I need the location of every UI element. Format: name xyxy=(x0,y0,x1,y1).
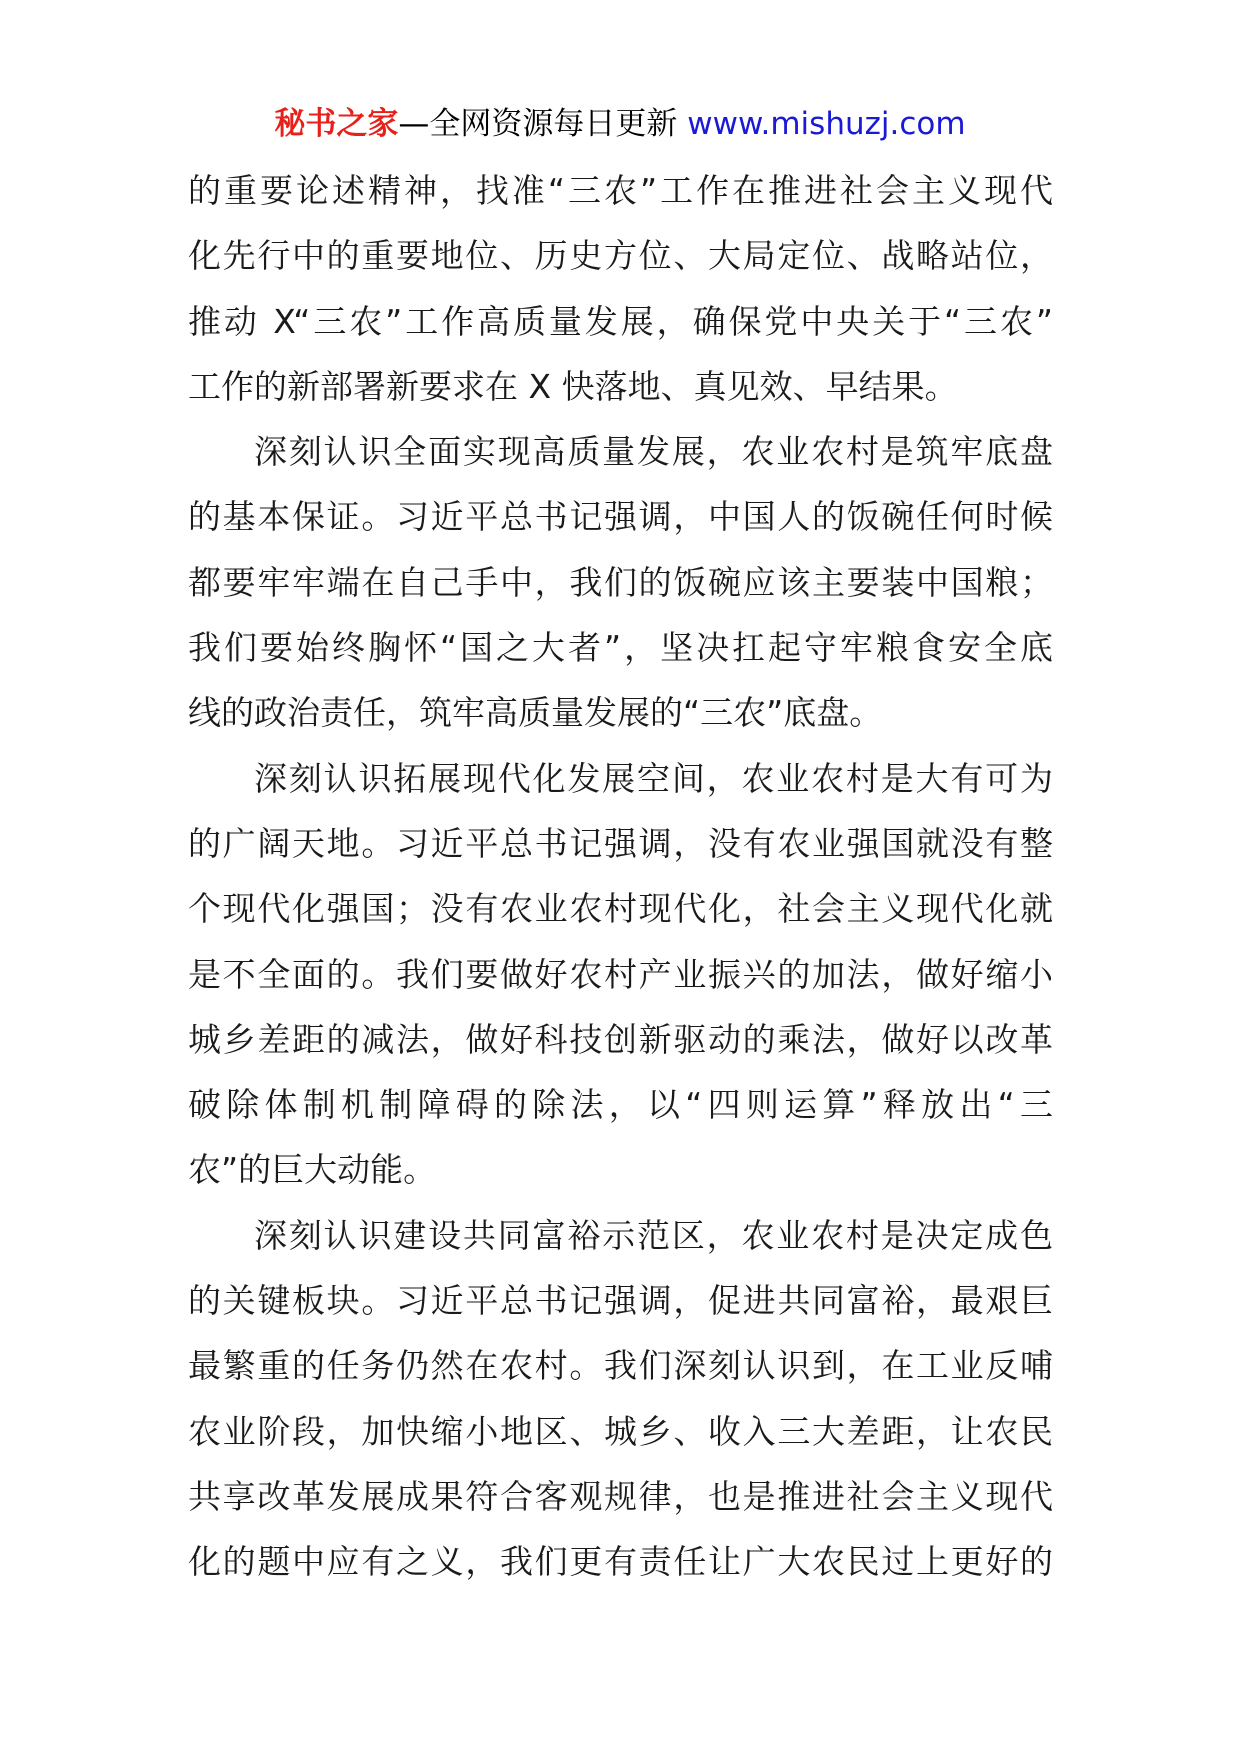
text-line: 最繁重的任务仍然在农村。我们深刻认识到，在工业反哺 xyxy=(188,1346,1053,1386)
text-line: 农业阶段，加快缩小地区、城乡、收入三大差距，让农民 xyxy=(188,1411,1053,1451)
text-line: 破除体制机制障碍的除法，以“四则运算”释放出“三 xyxy=(188,1085,1053,1125)
site-url-link[interactable]: www.mishuzj.com xyxy=(687,106,966,142)
site-header xyxy=(0,104,1240,144)
text-line: 个现代化强国；没有农业农村现代化，社会主义现代化就 xyxy=(188,889,1053,929)
text-line: 城乡差距的减法，做好科技创新驱动的乘法，做好以改革 xyxy=(188,1019,1053,1059)
header-tagline: —全网资源每日更新 xyxy=(398,106,688,142)
text-line: 深刻认识全面实现高质量发展，农业农村是筑牢底盘 xyxy=(254,432,1053,472)
text-line: 的广阔天地。习近平总书记强调，没有农业强国就没有整 xyxy=(188,823,1053,863)
text-line: 农”的巨大动能。 xyxy=(188,1150,437,1190)
text-line: 的关键板块。习近平总书记强调，促进共同富裕，最艰巨 xyxy=(188,1281,1053,1321)
text-line: 的重要论述精神，找准“三农”工作在推进社会主义现代 xyxy=(188,171,1053,210)
text-line: 共享改革发展成果符合客观规律，也是推进社会主义现代 xyxy=(188,1476,1053,1516)
brand-name: 秘书之家 xyxy=(274,106,399,142)
text-line: 是不全面的。我们要做好农村产业振兴的加法，做好缩小 xyxy=(188,954,1053,994)
text-line: 工作的新部署新要求在 X 快落地、真见效、早结果。 xyxy=(188,366,958,406)
text-line: 我们要始终胸怀“国之大者”，坚决扛起守牢粮食安全底 xyxy=(188,628,1053,668)
text-line: 深刻认识建设共同富裕示范区，农业农村是决定成色 xyxy=(254,1215,1053,1255)
text-line: 化先行中的重要地位、历史方位、大局定位、战略站位， xyxy=(188,236,1053,276)
text-line: 推动 X“三农”工作高质量发展，确保党中央关于“三农” xyxy=(188,301,1053,341)
article-body xyxy=(188,158,1053,1595)
text-line: 的基本保证。习近平总书记强调，中国人的饭碗任何时候 xyxy=(188,497,1053,537)
text-line: 化的题中应有之义，我们更有责任让广大农民过上更好的 xyxy=(188,1542,1053,1582)
text-line: 深刻认识拓展现代化发展空间，农业农村是大有可为 xyxy=(254,758,1053,798)
text-line: 线的政治责任，筑牢高质量发展的“三农”底盘。 xyxy=(188,693,883,733)
text-line: 都要牢牢端在自己手中，我们的饭碗应该主要装中国粮； xyxy=(188,562,1053,602)
